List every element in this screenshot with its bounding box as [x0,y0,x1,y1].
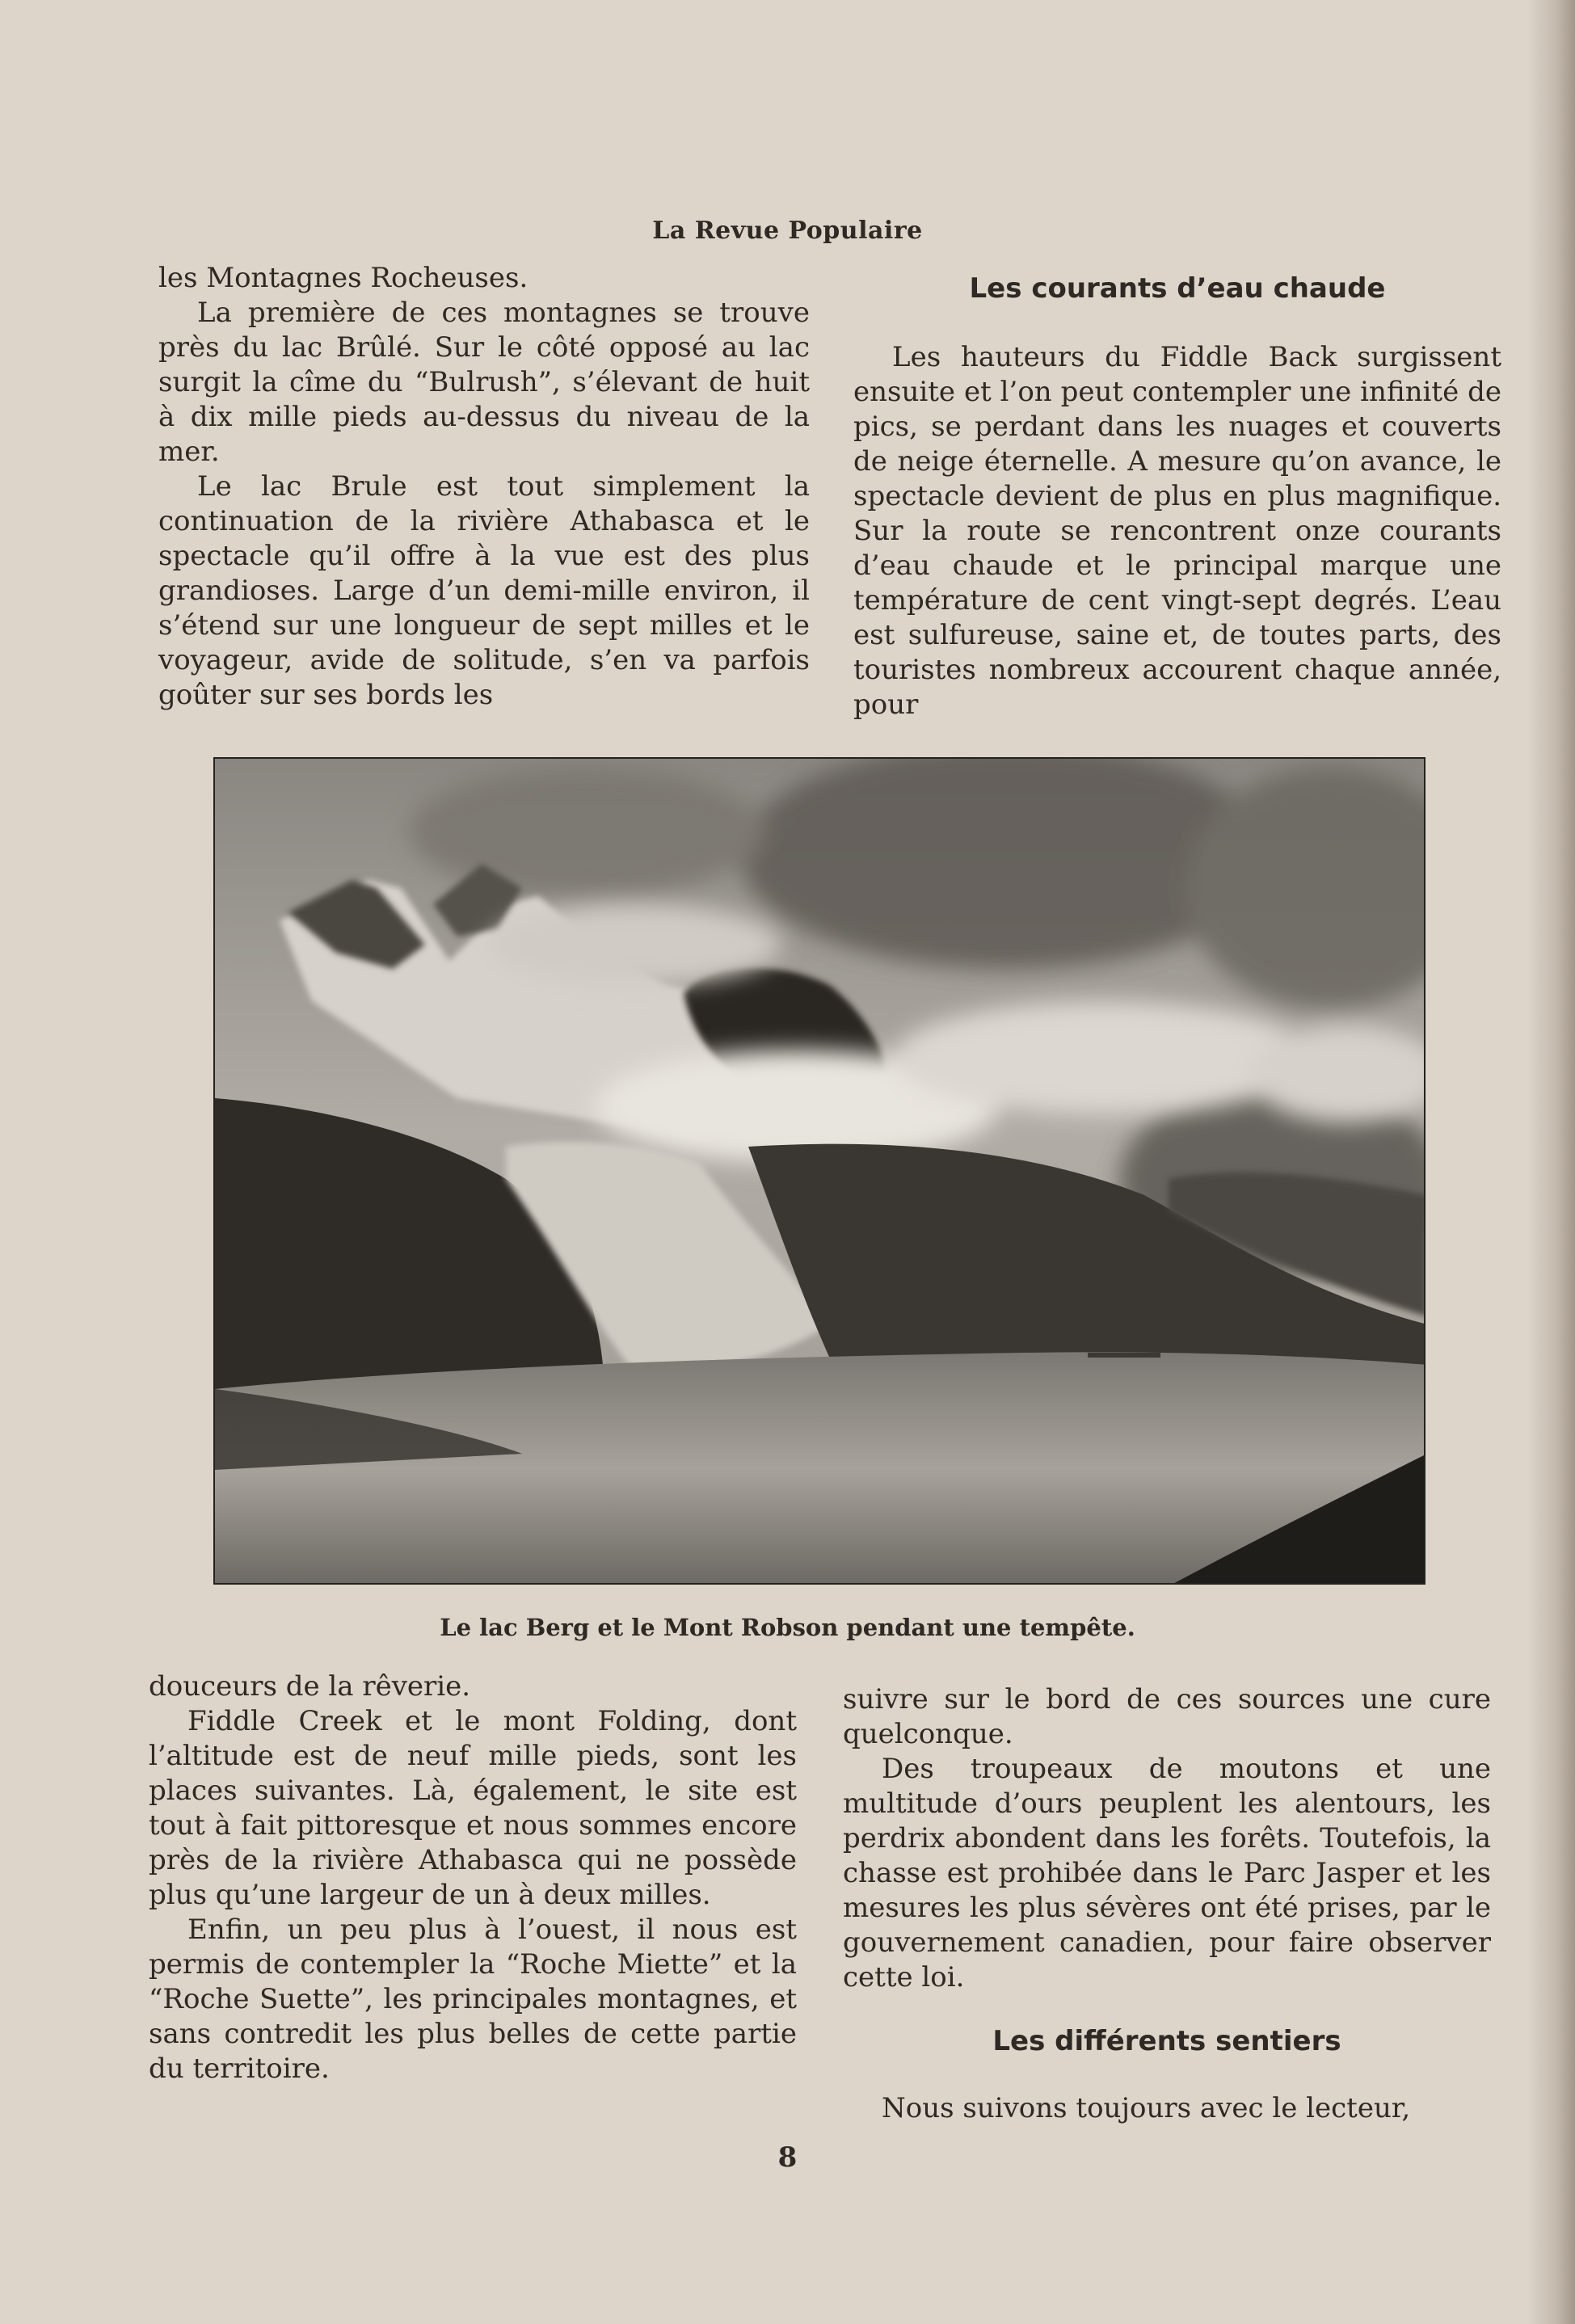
page-number: 8 [777,2141,798,2174]
paragraph: Les hauteurs du Fiddle Back surgissent ensuite et l’on peut contempler une infinité de pics, se perdant dans les nuages et couverts de neige éternelle. A mesure qu’on avance, le spectacle devient de plus en plus magnifique. Sur la route se rencontrent onze courants d’eau chaude et le principal marque une température de cent vingt-sept degrés. L’eau est sulfureuse, saine et, de toutes parts, des touristes nombreux accourent chaque année, pour [853,341,1501,721]
paragraph: Enfin, un peu plus à l’ouest, il nous est permis de contempler la “Roche Miette” et la “Roche Suette”, les principales montagnes, et sans contredit les plus belles de cette partie du territoire. [149,1914,797,2085]
photo-illustration [215,759,1426,1585]
page-edge-shadow [1527,0,1575,2324]
paragraph: douceurs de la rêverie. [149,1670,471,1703]
paragraph: Fiddle Creek et le mont Folding, dont l’altitude est de neuf mille pieds, sont les places suivantes. Là, également, le site est tout à fait pittoresque et nous sommes encore près de la rivière Athabasca qui ne possède plus qu’une largeur de un à deux milles. [149,1705,797,1911]
column-top-right [853,272,1501,722]
photograph-lake-berg-mount-robson [213,757,1426,1585]
paragraph: Des troupeaux de moutons et une multitude d’ours peuplent les alentours, les perdrix abondent dans les forêts. Toutefois, la chasse est prohibée dans le Parc Jasper et les mesures les plus sévères ont été prises, par le gouvernement canadien, pour faire observer cette loi. [843,1753,1491,1994]
paragraph: suivre sur le bord de ces sources une cure quelconque. [843,1683,1491,1750]
column-bottom-left [149,1669,797,2086]
paragraph: Nous suivons toujours avec le lecteur, [882,2092,1411,2124]
photo-caption: Le lac Berg et le Mont Robson pendant une tempête. [440,1614,1135,1641]
section-heading-hot-springs: Les courants d’eau chaude [969,272,1386,305]
column-bottom-right [843,1682,1491,2126]
paragraph: les Montagnes Rocheuses. [158,262,529,294]
paragraph: Le lac Brule est tout simplement la continuation de la rivière Athabasca et le spectacle qu’il offre à la vue est des plus grandioses. Large d’un demi-mille environ, il s’étend sur une longueur de sept milles et le voyageur, avide de solitude, s’en va parfois goûter sur ses bords les [158,470,810,711]
section-heading-trails: Les différents sentiers [992,2025,1341,2057]
running-title: La Revue Populaire [652,217,923,245]
paragraph: La première de ces montagnes se trouve près du lac Brûlé. Sur le côté opposé au lac surgit la cîme du “Bulrush”, s’élevant de huit à dix mille pieds au-dessus du niveau de la mer. [158,297,810,468]
column-top-left [158,261,810,713]
